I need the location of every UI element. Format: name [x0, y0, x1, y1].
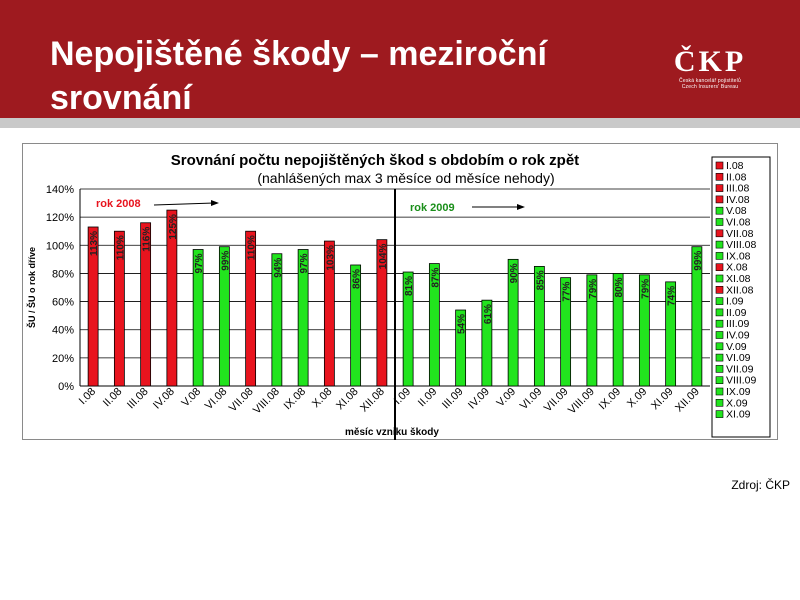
legend-label: IV.08 — [726, 193, 750, 206]
arrow-head-2008 — [211, 200, 219, 206]
logo-subtitle-2: Czech Insurers' Bureau — [681, 84, 739, 90]
y-tick-label: 20% — [51, 352, 74, 365]
legend-swatch — [716, 219, 723, 226]
legend-swatch — [716, 388, 723, 395]
legend-swatch — [716, 309, 723, 316]
bar-data-label: 113% — [89, 230, 101, 257]
legend-swatch — [716, 354, 723, 361]
bar-data-label: 54% — [456, 314, 468, 335]
y-tick-label: 100% — [45, 240, 74, 253]
bar-data-label: 116% — [141, 226, 153, 252]
y-tick-label: 140% — [45, 184, 74, 196]
annotation-2008: rok 2008 — [96, 198, 141, 210]
logo-subtitle-1: Česká kancelář pojistitelů — [679, 78, 741, 84]
y-tick-label: 80% — [51, 268, 74, 281]
bar-data-label: 79% — [640, 278, 652, 299]
legend-label: V.08 — [726, 205, 747, 218]
bar-data-label: 125% — [167, 214, 179, 240]
legend-label: XI.09 — [726, 408, 751, 421]
x-tick-label: IV.08 — [151, 385, 177, 412]
slide-title-line2: srovnání — [50, 79, 192, 117]
x-tick-label: IX.09 — [596, 385, 624, 413]
annotation-2009: rok 2009 — [410, 202, 455, 214]
legend-label: VI.08 — [726, 216, 751, 229]
legend-swatch — [716, 162, 723, 169]
y-tick-label: 60% — [51, 296, 74, 309]
legend-swatch — [716, 365, 723, 372]
chart-subtitle: (nahlášených max 3 měsíce od měsíce nehody) — [257, 170, 555, 186]
slide-title-line1: Nepojištěné škody – meziroční — [50, 35, 547, 73]
legend-label: VIII.08 — [726, 239, 757, 252]
logo-text: ČKP — [673, 45, 747, 78]
legend-label: VIII.09 — [726, 374, 757, 387]
legend-swatch — [716, 207, 723, 214]
legend-swatch — [716, 196, 723, 203]
legend-label: VII.08 — [726, 227, 754, 240]
y-tick-label: 120% — [45, 212, 74, 225]
y-axis-label: ŠU / ŠU o rok dříve — [27, 246, 37, 329]
arrow-head-2009 — [517, 204, 525, 210]
legend-swatch — [716, 275, 723, 282]
bar-data-label: 110% — [246, 235, 258, 261]
bar-data-label: 81% — [404, 276, 416, 297]
bar-data-label: 74% — [666, 285, 678, 306]
bar-data-label: 99% — [692, 250, 704, 271]
bar-data-label: 87% — [430, 267, 442, 288]
legend-label: II.09 — [726, 306, 747, 319]
legend-swatch — [716, 320, 723, 327]
bar-data-label: 86% — [351, 268, 363, 290]
legend-label: III.09 — [726, 318, 750, 331]
arrow-2008 — [154, 203, 214, 205]
legend-label: IX.08 — [726, 250, 751, 263]
x-tick-label: X.08 — [310, 385, 335, 411]
legend-label: IV.09 — [726, 329, 750, 342]
bar-data-label: 104% — [377, 243, 389, 270]
bar-data-label: 99% — [220, 250, 232, 271]
legend-label: X.08 — [726, 261, 748, 274]
bar-data-label: 79% — [587, 278, 599, 299]
x-tick-label: VII.09 — [541, 385, 571, 415]
legend-swatch — [716, 264, 723, 271]
legend-label: III.08 — [726, 182, 750, 195]
legend-swatch — [716, 286, 723, 293]
legend-swatch — [716, 185, 723, 192]
x-tick-label: IX.08 — [281, 385, 309, 413]
x-tick-label: XI.09 — [649, 385, 676, 413]
legend-swatch — [716, 230, 723, 237]
x-tick-label: VII.08 — [226, 385, 256, 415]
legend-label: XI.08 — [726, 273, 751, 285]
bar-data-label: 90% — [509, 263, 521, 284]
legend-swatch — [716, 241, 723, 248]
legend-label: V.09 — [726, 340, 747, 353]
x-tick-label: VIII.08 — [251, 385, 282, 417]
legend-label: VII.09 — [726, 363, 754, 376]
x-tick-label: I.08 — [76, 385, 99, 408]
bar-data-label: 110% — [115, 235, 127, 261]
y-tick-label: 0% — [58, 381, 74, 393]
slide-title — [50, 32, 610, 120]
bar-data-label: 80% — [614, 277, 626, 298]
x-tick-label: XII.08 — [358, 385, 387, 415]
x-tick-label: V.08 — [179, 385, 204, 410]
x-axis-label: měsíc vzniku škody — [345, 427, 439, 438]
legend-swatch — [716, 173, 723, 180]
legend-label: I.09 — [726, 295, 744, 308]
legend-swatch — [716, 399, 723, 406]
legend-label: II.08 — [726, 171, 747, 184]
bar-data-label: 77% — [561, 281, 573, 302]
legend-label: X.09 — [726, 397, 748, 410]
x-tick-label: III.09 — [439, 385, 466, 412]
x-tick-label: VI.09 — [517, 385, 545, 413]
x-tick-label: X.09 — [625, 385, 650, 411]
bar-data-label: 103% — [325, 245, 337, 271]
legend-swatch — [716, 298, 723, 305]
legend-label: I.08 — [726, 160, 744, 172]
x-tick-label: IV.09 — [466, 385, 492, 412]
legend-label: IX.09 — [726, 386, 751, 398]
bar-data-label: 61% — [482, 304, 494, 325]
legend-label: XII.08 — [726, 284, 754, 297]
x-tick-label: VIII.09 — [566, 385, 597, 417]
bar-data-label: 97% — [299, 253, 311, 274]
bar-data-label: 97% — [194, 253, 206, 274]
bar-data-label: 85% — [535, 270, 547, 291]
legend-swatch — [716, 411, 723, 418]
x-tick-label: XII.09 — [673, 385, 702, 415]
x-tick-label: I.09 — [391, 385, 414, 408]
legend-swatch — [716, 332, 723, 339]
x-tick-label: XI.08 — [334, 385, 361, 413]
bar-chart — [22, 143, 778, 440]
chart-title: Srovnání počtu nepojištěných škod s obdobím o rok zpět — [170, 152, 580, 169]
legend-swatch — [716, 343, 723, 350]
x-tick-label: V.09 — [494, 385, 519, 410]
legend-swatch — [716, 252, 723, 259]
y-tick-label: 40% — [51, 324, 74, 337]
source-note: Zdroj: ČKP — [731, 478, 790, 492]
x-tick-label: II.09 — [415, 385, 440, 410]
x-tick-label: III.08 — [124, 385, 151, 412]
x-tick-label: VI.08 — [202, 385, 230, 413]
legend-label: VI.09 — [726, 352, 751, 365]
x-tick-label: II.08 — [100, 385, 125, 410]
legend-swatch — [716, 377, 723, 384]
ckp-logo — [655, 46, 765, 102]
bar-data-label: 94% — [272, 257, 284, 278]
